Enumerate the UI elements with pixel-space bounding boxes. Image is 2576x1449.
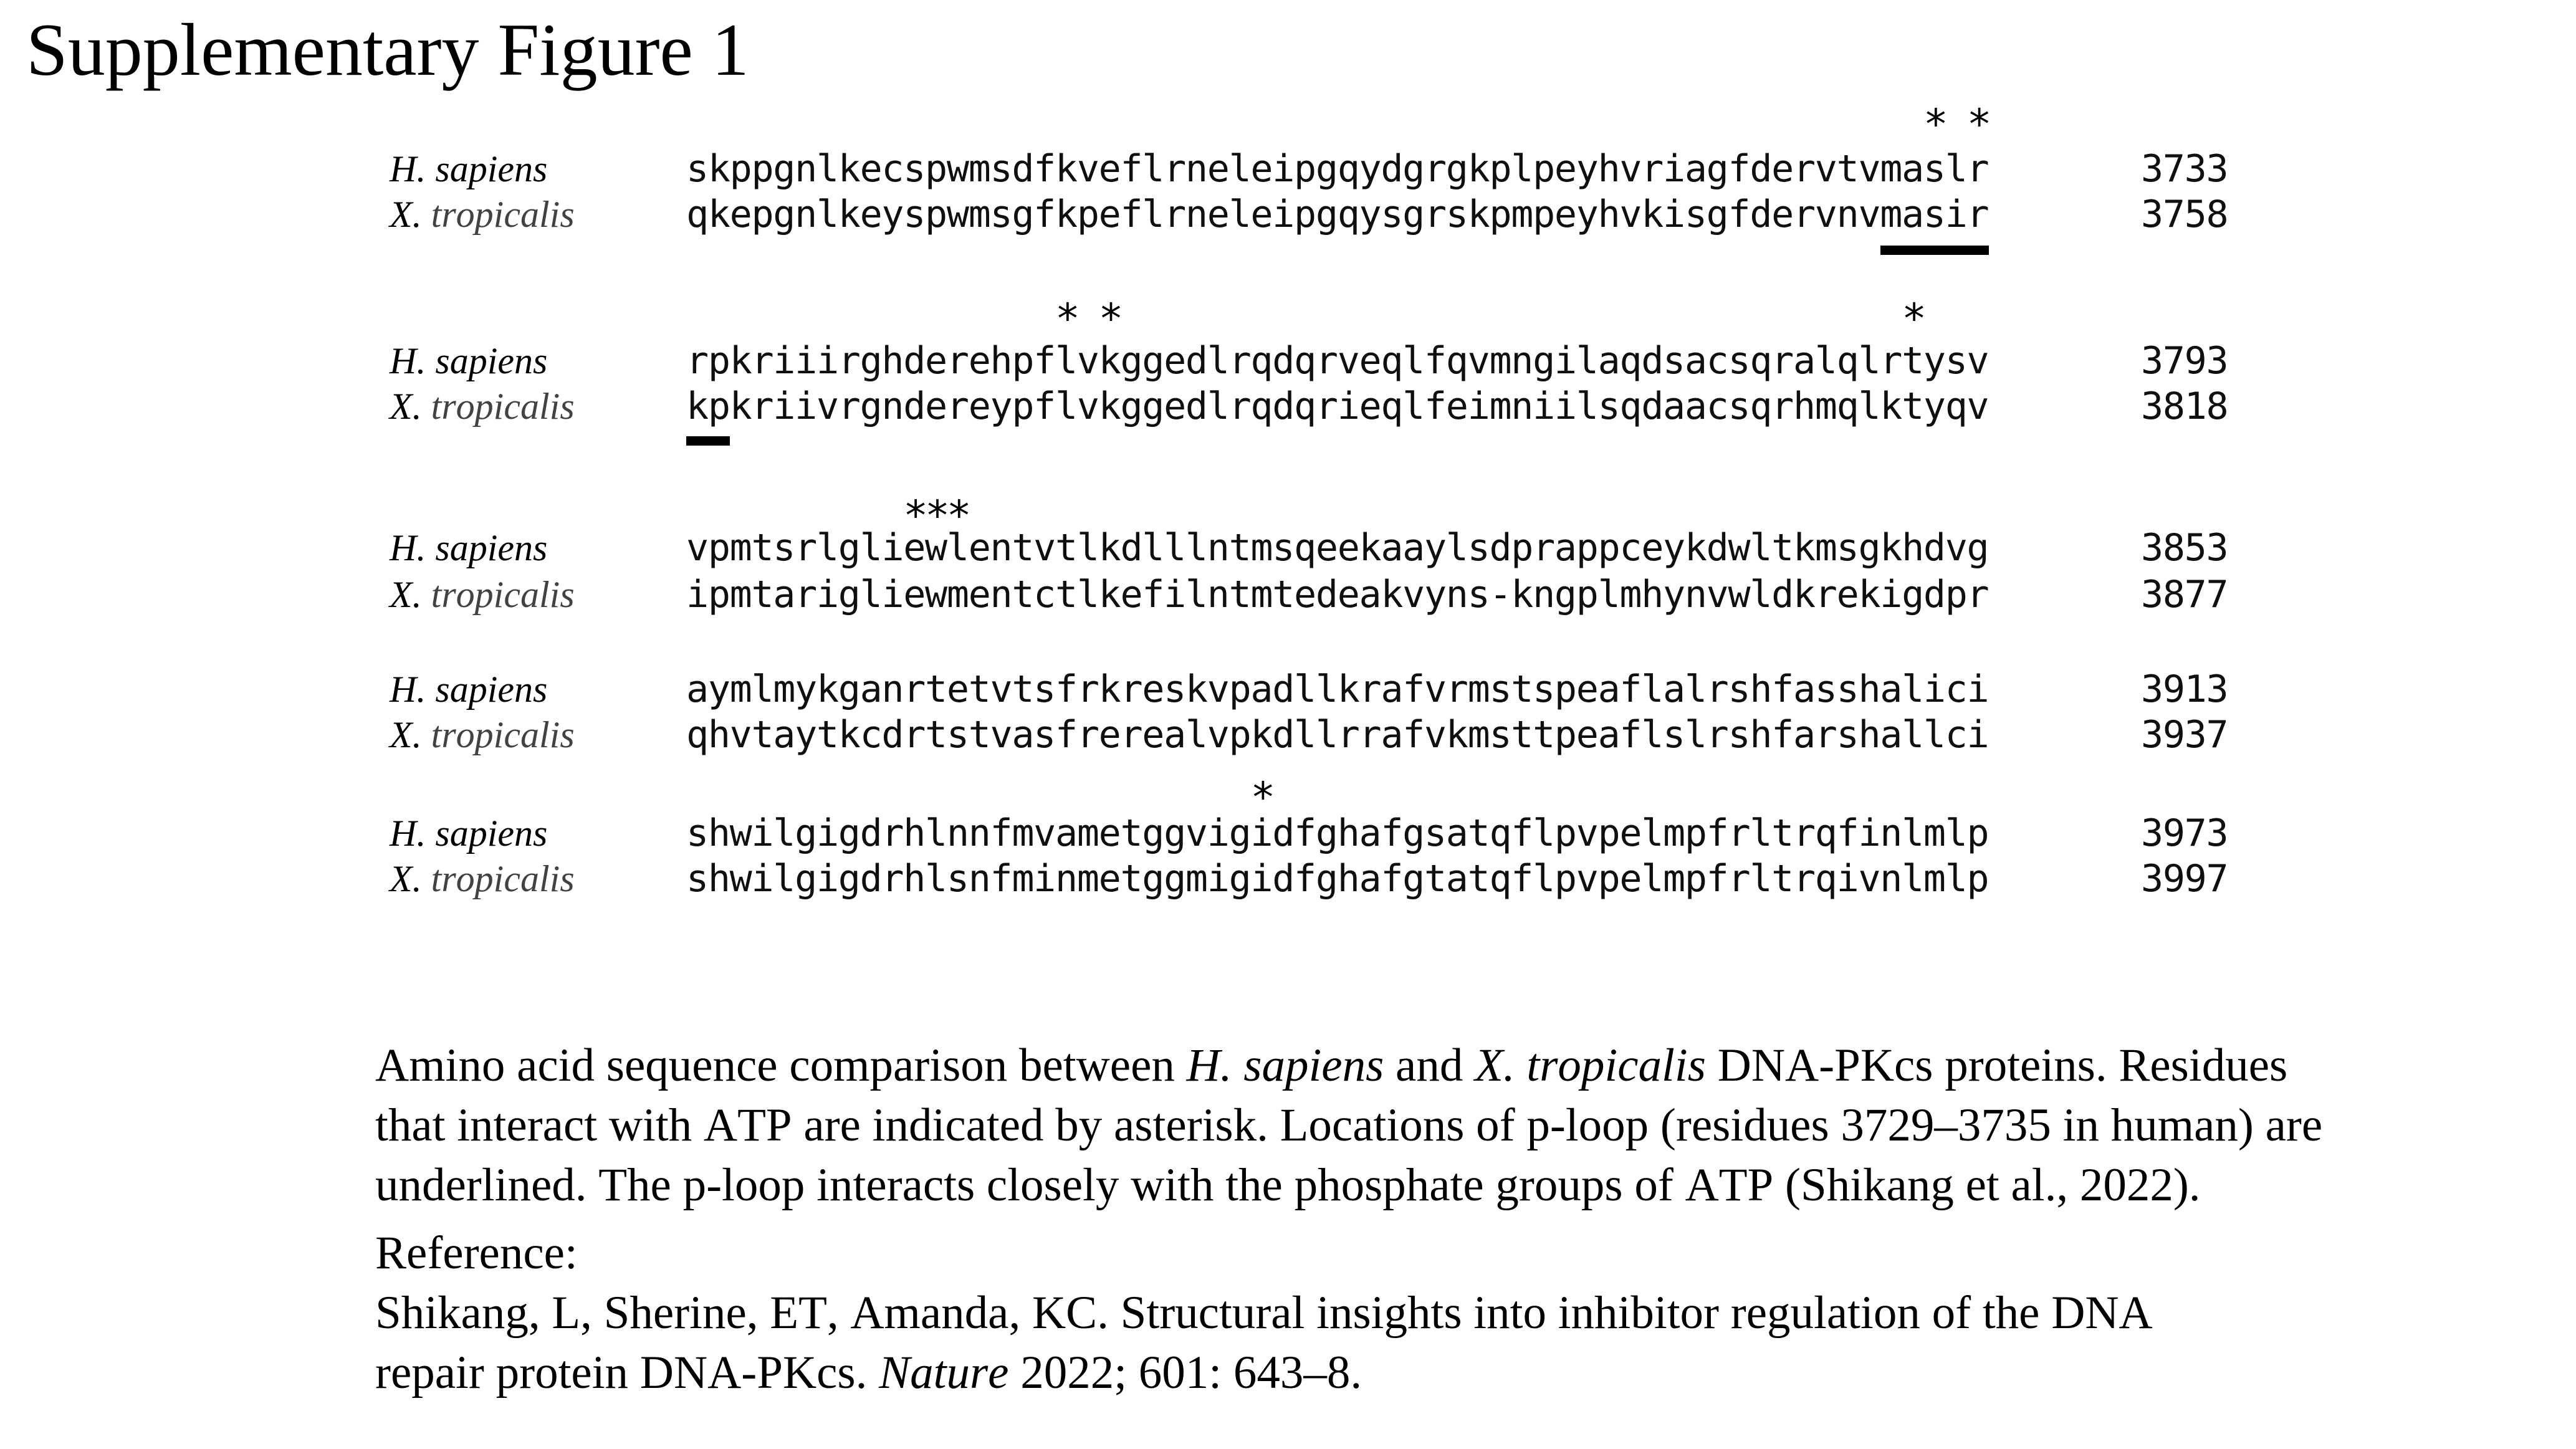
text-segment: and [1384, 1040, 1475, 1091]
species-label-h: H. sapiens [390, 340, 548, 381]
alignment-row [390, 526, 2228, 576]
h-sapiens-sequence: rpkriiirghderehpflvkggedlrqdqrveqlfqvmngilaqdsacsqralqlrtysv [686, 339, 1989, 383]
p-loop-underline [1880, 246, 1989, 255]
alignment-row [390, 339, 2228, 390]
alignment-row [390, 667, 2228, 718]
residue-number-x: 3997 [2141, 857, 2228, 901]
alignment-row [390, 193, 2228, 243]
species-label-x: X. tropicalis [390, 574, 575, 615]
residue-number-x: 3758 [2141, 193, 2228, 236]
species-label-x: X. tropicalis [390, 194, 575, 235]
x-tropicalis-sequence: ipmtarigliewmentctlkefilntmtedeakvyns-kngplmhynvwldkrekigdpr [686, 573, 1989, 616]
residue-number-h: 3853 [2141, 526, 2228, 570]
text-segment: underlined. The p-loop interacts closely with the phosphate groups of ATP (Shikang et al., 2022). [375, 1159, 2201, 1211]
asterisk-marks: * * [686, 100, 1989, 148]
alignment-row [390, 713, 2228, 763]
text-segment: DNA-PKcs proteins. Residues [1705, 1040, 2288, 1091]
alignment-row [390, 385, 2228, 435]
residue-number-h: 3913 [2141, 667, 2228, 711]
species-label-h: H. sapiens [390, 813, 548, 854]
x-tropicalis-sequence: qkepgnlkeyspwmsgfkpeflrneleipgqysgrskpmpeyhvkisgfdervnvmasir [686, 193, 1989, 236]
residue-number-h: 3973 [2141, 811, 2228, 855]
species-label-x: X. tropicalis [390, 386, 575, 427]
figure-title: Supplementary Figure 1 [26, 8, 749, 91]
alignment-row [390, 857, 2228, 907]
x-tropicalis-sequence: qhvtaytkcdrtstvasfrerealvpkdllrrafvkmsttpeaflslrshfarshallci [686, 713, 1989, 757]
residue-number-x: 3877 [2141, 573, 2228, 616]
residue-number-x: 3818 [2141, 385, 2228, 428]
text-segment: Reference: [375, 1227, 578, 1279]
caption-line [375, 1036, 2322, 1096]
species-label-x: X. tropicalis [390, 858, 575, 899]
asterisk-marks: *** [686, 492, 969, 540]
h-sapiens-sequence: aymlmykganrtetvtsfrkreskvpadllkrafvrmstspeaflalrshfasshalici [686, 667, 1989, 711]
italic-text: X. tropicalis [1475, 1040, 1706, 1091]
text-segment: that interact with ATP are indicated by asterisk. Locations of p-loop (residues 3729–3735 in human) are [375, 1099, 2323, 1151]
residue-number-h: 3793 [2141, 339, 2228, 383]
reference-section [375, 1223, 2153, 1403]
text-segment: Amino acid sequence comparison between [375, 1040, 1187, 1091]
text-segment: 2022; 601: 643–8. [1008, 1347, 1362, 1399]
caption-line [375, 1096, 2322, 1155]
italic-text: Nature [879, 1347, 1009, 1399]
x-tropicalis-sequence: kpkriivrgndereypflvkggedlrqdqrieqlfeimniilsqdaacsqrhmqlktyqv [686, 385, 1989, 428]
alignment-row [390, 147, 2228, 198]
asterisk-marks: * * * [686, 295, 1924, 343]
reference-heading [375, 1223, 2153, 1283]
alignment-row [390, 811, 2228, 862]
reference-citation-line [375, 1343, 2153, 1403]
text-segment: Shikang, L, Sherine, ET, Amanda, KC. Structural insights into inhibitor regulation of the DNA [375, 1287, 2153, 1339]
species-label-h: H. sapiens [390, 527, 548, 568]
caption-line [375, 1155, 2322, 1215]
species-label-h: H. sapiens [390, 148, 548, 189]
p-loop-underline [686, 436, 730, 446]
x-tropicalis-sequence: shwilgigdrhlsnfminmetggmigidfghafgtatqflpvpelmpfrltrqivnlmlp [686, 857, 1989, 901]
asterisk-marks: * [686, 773, 1273, 821]
residue-number-x: 3937 [2141, 713, 2228, 757]
species-label-x: X. tropicalis [390, 714, 575, 755]
italic-text: H. sapiens [1186, 1040, 1384, 1091]
residue-number-h: 3733 [2141, 147, 2228, 191]
figure-caption [375, 1036, 2322, 1215]
h-sapiens-sequence: vpmtsrlgliewlentvtlkdlllntmsqeekaaylsdprappceykdwltkmsgkhdvg [686, 526, 1989, 570]
h-sapiens-sequence: skppgnlkecspwmsdfkveflrneleipgqydgrgkplpeyhvriagfdervtvmaslr [686, 147, 1989, 191]
text-segment: repair protein DNA-PKcs. [375, 1347, 879, 1399]
reference-citation-line [375, 1283, 2153, 1343]
alignment-row [390, 573, 2228, 623]
h-sapiens-sequence: shwilgigdrhlnnfmvametggvigidfghafgsatqflpvpelmpfrltrqfinlmlp [686, 811, 1989, 855]
species-label-h: H. sapiens [390, 669, 548, 710]
